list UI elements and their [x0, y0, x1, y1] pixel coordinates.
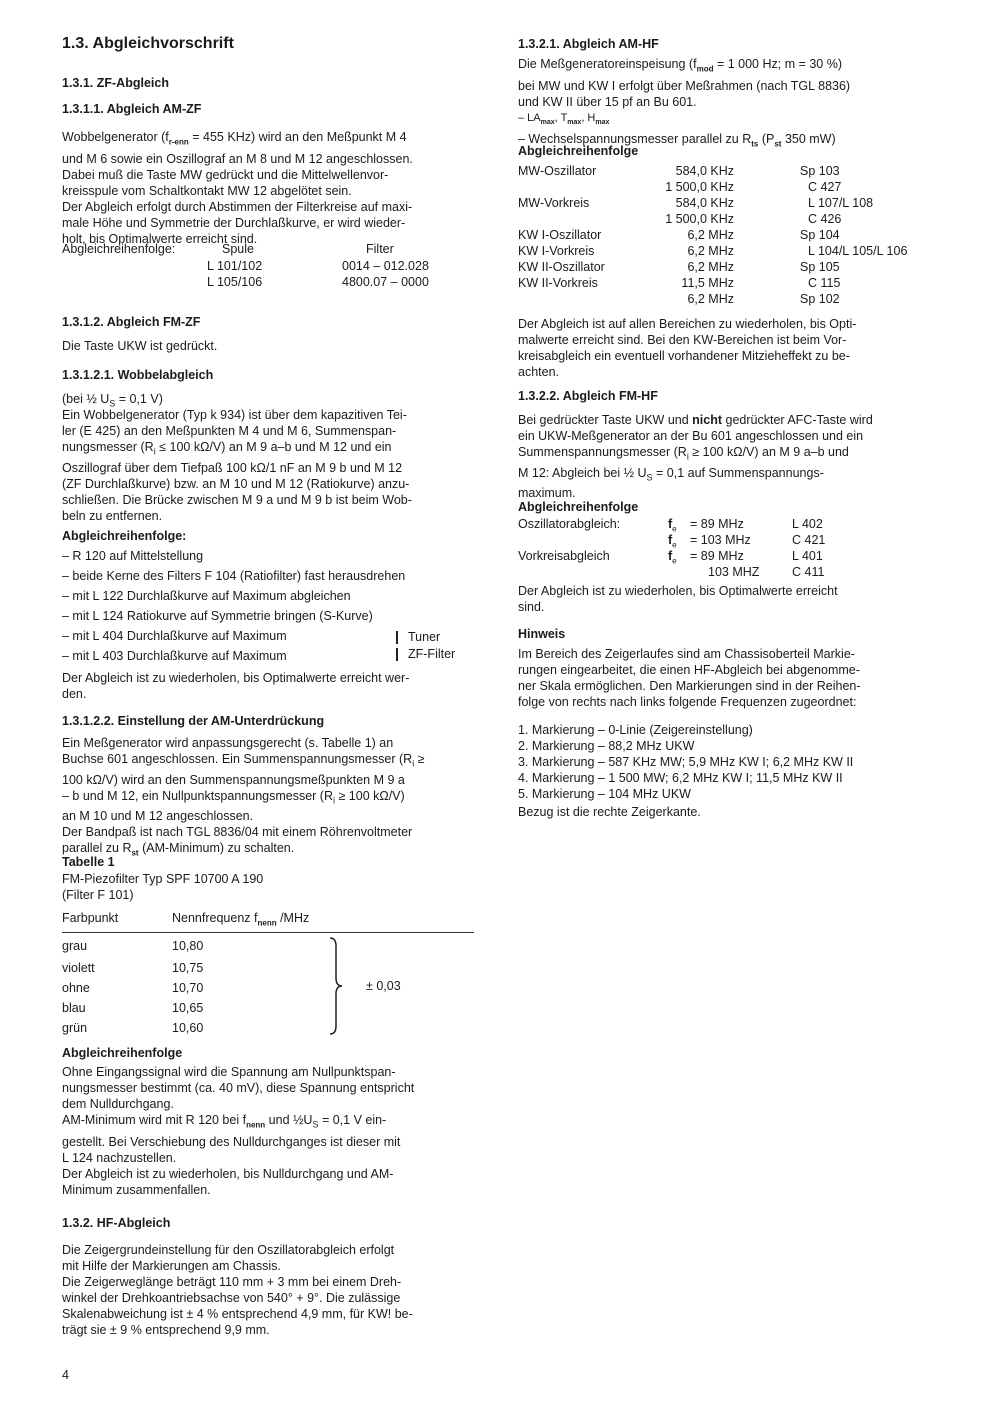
am-hf-row-1-elem: Sp 103 — [800, 164, 840, 178]
bracket-tuner — [396, 631, 398, 644]
am-hf-row-7-elem: Sp 105 — [800, 260, 840, 274]
table-row-freq-1: 10,80 — [172, 939, 204, 953]
label-zf-filter: ZF-Filter — [408, 647, 456, 661]
am-hf-row-6-freq: 6,2 MHz — [687, 244, 734, 258]
am-hf-row-7-freq: 6,2 MHz — [687, 260, 734, 274]
wobbel-step-4: – mit L 124 Ratiokurve auf Symmetrie bringen (S-Kurve) — [62, 609, 373, 623]
wobbel-step-5: – mit L 404 Durchlaßkurve auf Maximum — [62, 629, 287, 643]
am-zf-spule-2: L 105/106 — [207, 275, 263, 289]
hinweis-item-3: 3. Markierung – 587 KHz MW; 5,9 MHz KW I; 6,2 MHz KW II — [518, 755, 854, 769]
hinweis-item-4: 4. Markierung – 1 500 MW; 6,2 MHz KW I; 11,5 MHz KW II — [518, 771, 843, 785]
wobbel-text: Ein Wobbelgenerator (Typ k 934) ist über dem kapazitiven Tei- ler (E 425) an den Meßpunkten M 4 und M 6, Summenspan- nungsmesser ($R_i \le 100$ kΩ/V) an M 9 a–b und M 12 und ein Oszillograf über dem Tiefpaß 100 kΩ/1 nF an M 9 b und M 12 (ZF Durchlaßkurve) bzw. an M 10 und M 12 (Ratiokurve) anzu- schließen. Die Brücke zwischen M 9 a und M 9 b ist beim Wob- beln zu entfernen. — [62, 408, 412, 523]
table-row-freq-4: 10,65 — [172, 1001, 204, 1015]
am-unterdrueckung-text: Ein Meßgenerator wird anpassungsgerecht (s. Tabelle 1) an Buchse 601 angeschlossen. Ein Summenspannungsmesser ($R_i$ ≥ 100 kΩ/V) wird an den Summenspannungsmeßpunkten M 9 a – b und M 12, ein Nullpunktspannungsmesser ($R_i \ge 100$ kΩ/V) an M 10 und M 12 angeschlossen. Der Bandpaß ist nach TGL 8836/04 mit einem Röhrenvoltmeter parallel zu $R_{st}$ (AM-Minimum) zu schalten. — [62, 736, 425, 858]
section-heading-am-zf: 1.3.1.1. Abgleich AM-ZF — [62, 102, 202, 116]
am-hf-row-8-elem: C 115 — [808, 276, 841, 290]
am-hf-order-heading: Abgleichreihenfolge — [518, 144, 639, 158]
am-hf-row-9-elem: Sp 102 — [800, 292, 840, 306]
am-hf-row-6-name: KW I-Vorkreis — [518, 244, 595, 258]
am-zf-col-spule: Spule — [222, 242, 254, 256]
am-hf-row-5-freq: 6,2 MHz — [687, 228, 734, 242]
am-hf-row-8-name: KW II-Vorkreis — [518, 276, 598, 290]
fm-hf-row-4-elem: C 411 — [792, 565, 825, 579]
section-heading-am-hf: 1.3.2.1. Abgleich AM-HF — [518, 37, 659, 51]
am-hf-row-1-name: MW-Oszillator — [518, 164, 597, 178]
am-zf-order-label: Abgleichreihenfolge: — [62, 242, 176, 256]
table-title: Tabelle 1 — [62, 855, 115, 869]
fm-hf-row-1-elem: L 402 — [792, 517, 823, 531]
table-tolerance: ± 0,03 — [366, 979, 401, 993]
hinweis-heading: Hinweis — [518, 627, 566, 641]
wobbel-step-6: – mit L 403 Durchlaßkurve auf Maximum — [62, 649, 287, 663]
am-hf-row-2-elem: C 427 — [808, 180, 842, 194]
fm-hf-row-3-f: $f_e$ — [668, 549, 677, 566]
am-hf-row-1-freq: 584,0 KHz — [675, 164, 734, 178]
fm-hf-repeat: Der Abgleich ist zu wiederholen, bis Optimalwerte erreicht sind. — [518, 584, 838, 614]
am-zf-text: Wobbelgenerator ($f_{r-enn} = 455$ KHz) wird an den Meßpunkt M 4 und M 6 sowie ein Oszillograf an M 8 und M 12 angeschlossen. Dabei muß die Taste MW gedrückt und die Mittelwellenvor- kreisspule vom Schaltkontakt MW 12 abgelötet sein. Der Abgleich erfolgt durch Abstimmen der Filterkreise auf maxi- male Höhe und Symmetrie der Durchlaßkurve, er wird wieder- holt, bis Optimalwerte erreicht sind. — [62, 130, 413, 246]
fm-hf-row-4-freq: 103 MHZ — [708, 565, 760, 579]
am-hf-row-5-elem: Sp 104 — [800, 228, 840, 242]
fm-hf-row-3-elem: L 401 — [792, 549, 823, 563]
am-zf-filter-2: 4800.07 – 0000 — [342, 275, 429, 289]
ablauf-heading: Abgleichreihenfolge — [62, 1046, 183, 1060]
fm-hf-row-3-freq: = 89 MHz — [690, 549, 744, 563]
fm-hf-row-3-name: Vorkreisabgleich — [518, 549, 610, 563]
am-hf-row-4-elem: C 426 — [808, 212, 842, 226]
table-row-farbe-2: violett — [62, 961, 95, 975]
fm-zf-text: Die Taste UKW ist gedrückt. — [62, 339, 218, 353]
fm-hf-row-1-name: Oszillatorabgleich: — [518, 517, 621, 531]
ablauf-text: Ohne Eingangssignal wird die Spannung am Nullpunktspan- nungsmesser bestimmt (ca. 40 mV), diese Spannung entspricht dem Nulldurchgang. AM-Minimum wird mit R 120 bei $f_{nenn}$ und $\frac{1}{2}U_S = 0,1$ V ein- gestellt. Bei Verschiebung des Nulldurchganges ist dieser mit L 124 nachzustellen. Der Abgleich ist zu wiederholen, bis Nulldurchgang und AM- Minimum zusammenfallen. — [62, 1065, 415, 1197]
am-hf-text: Die Meßgeneratoreinspeisung ($f_{mod} = 1$ 000 Hz; m = 30 %) bei MW und KW I erfolgt über Meßrahmen (nach TGL 8836) und KW II über 15 pf an Bu 601. – $LA_{max}$, $T_{max}$, $H_{max}$ – Wechselspannungsmesser parallel zu $R_{ts}$ ($P_{st}$ 350 mW) — [518, 57, 851, 149]
am-hf-row-3-elem: L 107/L 108 — [808, 196, 874, 210]
fm-hf-order-heading: Abgleichreihenfolge — [518, 500, 639, 514]
section-heading-fm-hf: 1.3.2.2. Abgleich FM-HF — [518, 389, 658, 403]
wobbel-step-3: – mit L 122 Durchlaßkurve auf Maximum abgleichen — [62, 589, 351, 603]
page-title: 1.3. Abgleichvorschrift — [62, 35, 234, 52]
am-zf-col-filter: Filter — [366, 242, 394, 256]
fm-hf-row-1-freq: = 89 MHz — [690, 517, 744, 531]
table-row-freq-3: 10,70 — [172, 981, 204, 995]
fm-hf-row-2-freq: = 103 MHz — [690, 533, 751, 547]
am-hf-row-9-freq: 6,2 MHz — [687, 292, 734, 306]
hf-text: Die Zeigergrundeinstellung für den Oszillatorabgleich erfolgt mit Hilfe der Markierungen am Chassis. Die Zeigerweglänge beträgt 110 mm + 3 mm bei einem Dreh- winkel der Drehkoantriebsachse von 540° + 9°. Die zulässige Skalenabweichung ist ± 4 % entsprechend 4,9 mm, für KW! be- trägt sie ± 9 % entsprechend 9,9 mm. — [62, 1243, 413, 1337]
page-number: 4 — [62, 1368, 69, 1382]
hinweis-bezug: Bezug ist die rechte Zeigerkante. — [518, 805, 701, 819]
table-row-freq-5: 10,60 — [172, 1021, 204, 1035]
fm-hf-row-2-elem: C 421 — [792, 533, 826, 547]
table-row-freq-2: 10,75 — [172, 961, 204, 975]
am-hf-row-3-name: MW-Vorkreis — [518, 196, 590, 210]
hinweis-item-2: 2. Markierung – 88,2 MHz UKW — [518, 739, 695, 753]
table-subtitle-2: (Filter F 101) — [62, 888, 134, 902]
am-hf-row-4-freq: 1 500,0 KHz — [665, 212, 734, 226]
hinweis-item-1: 1. Markierung – 0-Linie (Zeigereinstellung) — [518, 723, 753, 737]
table-row-farbe-4: blau — [62, 1001, 86, 1015]
fm-hf-text: Bei gedrückter Taste UKW und nicht gedrückter AFC-Taste wird ein UKW-Meßgenerator an der Bu 601 angeschlossen und ein Summenspannungsmesser ($R_i \ge 100$ kΩ/V) an M 9 a–b und M 12: Abgleich bei ½ $U_S = 0,1$ auf Summenspannungs- maximum. — [518, 413, 873, 500]
section-heading-zf: 1.3.1. ZF-Abgleich — [62, 76, 169, 90]
am-zf-spule-1: L 101/102 — [207, 259, 263, 273]
bracket-zf-filter — [396, 648, 398, 661]
hinweis-item-5: 5. Markierung – 104 MHz UKW — [518, 787, 691, 801]
table-row-farbe-3: ohne — [62, 981, 90, 995]
am-hf-row-7-name: KW II-Oszillator — [518, 260, 605, 274]
am-hf-row-3-freq: 584,0 KHz — [675, 196, 734, 210]
am-hf-repeat: Der Abgleich ist auf allen Bereichen zu wiederholen, bis Opti- malwerte erreicht sind. Bei den KW-Bereichen ist beim Vor- kreisabgleich ein eventuell vorhandener Mitzieheffekt zu be- achten. — [518, 317, 857, 379]
label-tuner: Tuner — [408, 630, 441, 644]
hinweis-text: Im Bereich des Zeigerlaufes sind am Chassisoberteil Markie- rungen eingearbeitet, die einen HF-Abgleich bei abgenomme- ner Skala ermöglichen. Den Markierungen sind in der Reihen- folge von rechts nach links folgende Frequenzen zugeordnet: — [518, 647, 861, 709]
section-heading-hf: 1.3.2. HF-Abgleich — [62, 1216, 171, 1230]
am-zf-filter-1: 0014 – 012.028 — [342, 259, 429, 273]
table-header-nennfrequenz: Nennfrequenz $f_{nenn}$ /MHz — [172, 911, 310, 928]
am-hf-row-5-name: KW I-Oszillator — [518, 228, 602, 242]
table-header-farbpunkt: Farbpunkt — [62, 911, 119, 925]
am-hf-row-8-freq: 11,5 MHz — [681, 276, 734, 290]
wobbel-condition: (bei ½ $U_S = 0,1$ V) — [62, 392, 163, 409]
table-row-farbe-1: grau — [62, 939, 88, 953]
am-hf-row-2-freq: 1 500,0 KHz — [665, 180, 734, 194]
table-header-rule — [62, 932, 474, 933]
fm-hf-row-1-f: $f_e$ — [668, 517, 677, 534]
wobbel-repeat: Der Abgleich ist zu wiederholen, bis Optimalwerte erreicht wer- den. — [62, 671, 410, 701]
section-heading-fm-zf: 1.3.1.2. Abgleich FM-ZF — [62, 315, 201, 329]
wobbel-order-heading: Abgleichreihenfolge: — [62, 529, 187, 543]
fm-hf-row-2-f: $f_e$ — [668, 533, 677, 550]
section-heading-am-unterdrueckung: 1.3.1.2.2. Einstellung der AM-Unterdrückung — [62, 714, 325, 728]
curly-brace — [324, 936, 350, 1036]
section-heading-wobbel: 1.3.1.2.1. Wobbelabgleich — [62, 368, 214, 382]
table-subtitle-1: FM-Piezofilter Typ SPF 10700 A 190 — [62, 872, 264, 886]
wobbel-step-1: – R 120 auf Mittelstellung — [62, 549, 204, 563]
wobbel-step-2: – beide Kerne des Filters F 104 (Ratiofilter) fast herausdrehen — [62, 569, 406, 583]
am-hf-row-6-elem: L 104/L 105/L 106 — [808, 244, 908, 258]
table-row-farbe-5: grün — [62, 1021, 88, 1035]
